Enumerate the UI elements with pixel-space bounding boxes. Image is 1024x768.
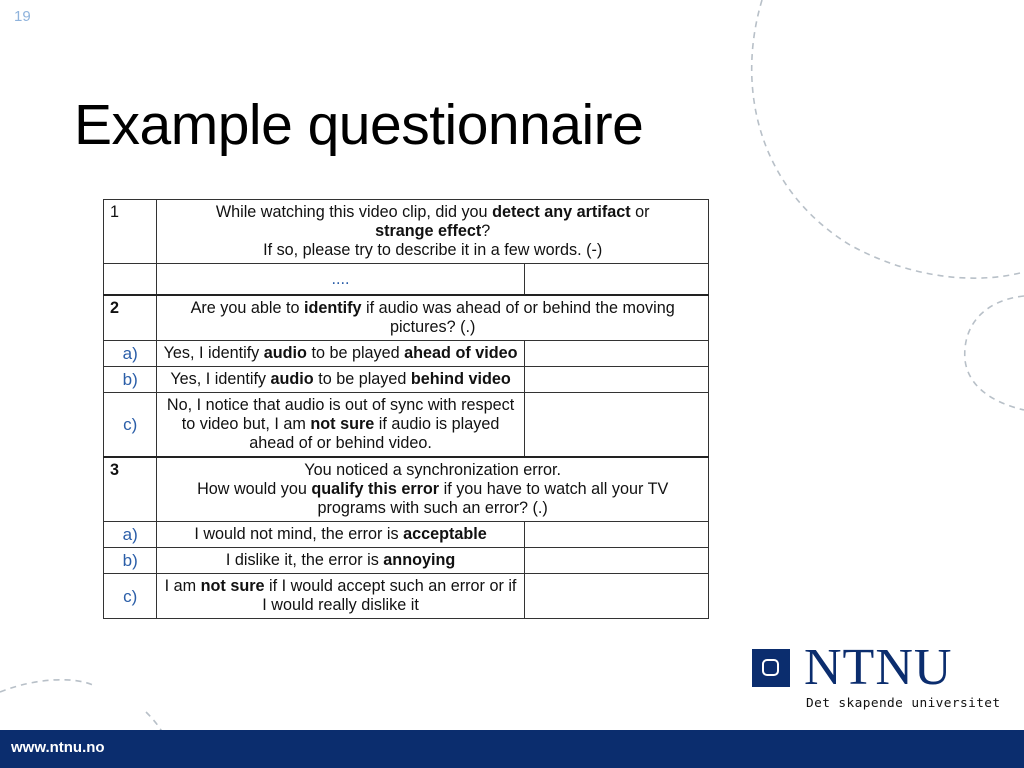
ntnu-logo <box>752 639 1002 716</box>
footer-bar <box>0 730 1024 768</box>
option-text: Yes, I identify audio to be played behind video <box>157 367 524 393</box>
answer-box[interactable] <box>524 367 708 393</box>
question-text: Are you able to identify if audio was ahead of or behind the moving pictures? (.) <box>157 295 709 341</box>
answer-box[interactable] <box>524 522 708 548</box>
option-row <box>104 367 709 393</box>
option-letter: c) <box>104 574 157 619</box>
option-text: I would not mind, the error is acceptable <box>157 522 524 548</box>
option-letter: c) <box>104 393 157 458</box>
questionnaire-table <box>103 199 709 619</box>
free-text-answer[interactable]: .... <box>157 264 524 296</box>
footer-url[interactable]: www.ntnu.no <box>11 739 105 756</box>
answer-row-1 <box>104 264 709 296</box>
option-text: I dislike it, the error is annoying <box>157 548 524 574</box>
option-letter: b) <box>104 548 157 574</box>
question-number: 3 <box>104 457 157 522</box>
question-row-3 <box>104 457 709 522</box>
question-text: You noticed a synchronization error. How would you qualify this error if you have to watch all your TV programs with such an error? (.) <box>157 457 709 522</box>
answer-box[interactable] <box>524 548 708 574</box>
option-row <box>104 548 709 574</box>
question-row-1 <box>104 200 709 264</box>
answer-box[interactable] <box>524 341 708 367</box>
slide-number: 19 <box>14 8 31 25</box>
question-number: 2 <box>104 295 157 341</box>
option-row <box>104 393 709 458</box>
question-row-2 <box>104 295 709 341</box>
option-row <box>104 341 709 367</box>
option-text: No, I notice that audio is out of sync with respect to video but, I am not sure if audio is played ahead of or behind video. <box>157 393 524 458</box>
logo-tagline: Det skapende universitet <box>806 696 1001 711</box>
option-text: I am not sure if I would accept such an error or if I would really dislike it <box>157 574 524 619</box>
ntnu-logo-icon <box>752 649 790 687</box>
option-row <box>104 522 709 548</box>
option-text: Yes, I identify audio to be played ahead of video <box>157 341 524 367</box>
option-letter: a) <box>104 341 157 367</box>
answer-box[interactable] <box>524 393 708 458</box>
option-letter: a) <box>104 522 157 548</box>
answer-box[interactable] <box>524 574 708 619</box>
question-text: While watching this video clip, did you detect any artifact or strange effect? If so, please try to describe it in a few words. (-) <box>157 200 709 264</box>
option-letter: b) <box>104 367 157 393</box>
answer-cell-empty <box>104 264 157 296</box>
slide-title: Example questionnaire <box>74 93 644 157</box>
answer-cell-empty <box>524 264 708 296</box>
question-number: 1 <box>104 200 157 264</box>
option-row <box>104 574 709 619</box>
logo-wordmark: NTNU <box>804 639 953 696</box>
